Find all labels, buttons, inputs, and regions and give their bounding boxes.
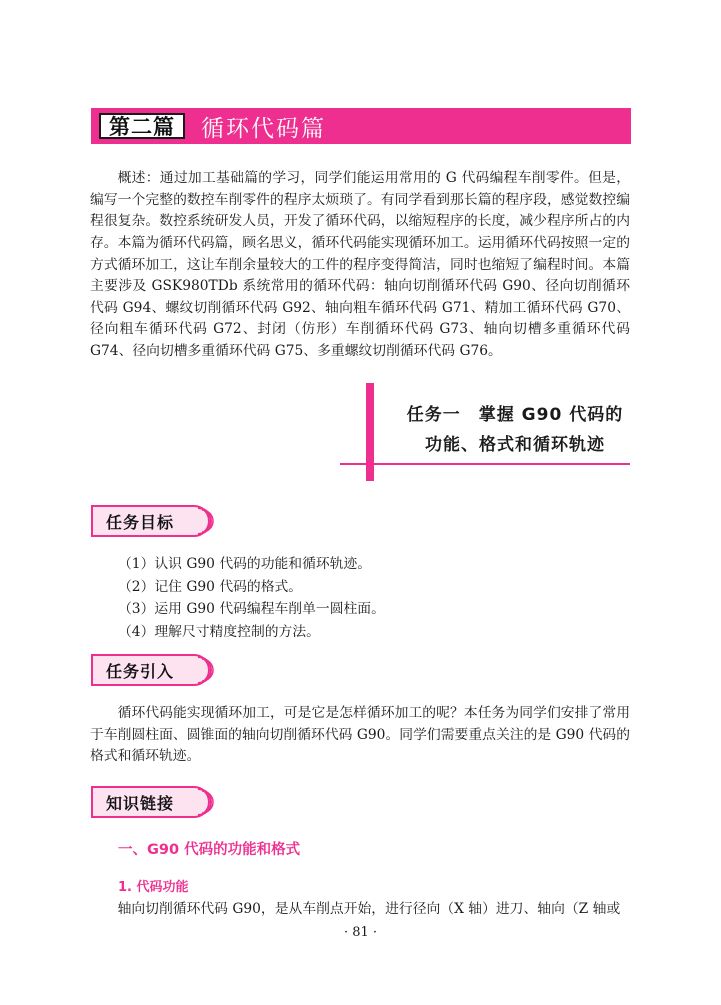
function-paragraph: 轴向切削循环代码 G90，是从车削点开始，进行径向（X 轴）进刀、轴向（Z 轴或 xyxy=(117,901,621,917)
list-item: （3）运用 G90 代码编程车削单一圆柱面。 xyxy=(118,601,385,617)
list-item: （2）记住 G90 代码的格式。 xyxy=(118,578,303,595)
part-header-bar xyxy=(91,108,631,144)
task-title-line-1: 任务一 掌握 G90 代码的 xyxy=(406,405,624,425)
part-label: 第二篇 xyxy=(99,113,185,139)
section-tab-label: 任务目标 xyxy=(106,513,175,532)
section-tab-knowledge xyxy=(90,785,214,819)
list-item: （4）理解尺寸精度控制的方法。 xyxy=(118,623,320,640)
section-tab-label: 知识链接 xyxy=(106,794,175,813)
section-tab-goal xyxy=(90,504,214,538)
task-title-vertical-rule xyxy=(366,383,374,481)
task-intro-paragraph: 循环代码能实现循环加工，可是它是怎样循环加工的呢？本任务为同学们安排了常用于车削圆柱面、圆锥面的轴向切削循环代码 G90。同学们需要重点关注的是 G90 代码的格式和循环轨迹。 xyxy=(90,705,630,764)
sub-heading: 1. 代码功能 xyxy=(118,880,189,895)
overview-paragraph: 概述：通过加工基础篇的学习，同学们能运用常用的 G 代码编程车削零件。但是，编写一个完整的数控车削零件的程序太烦琐了。有同学看到那长篇的程序段，感觉数控编程很复杂。数控系统研发人员，开发了循环代码，以缩短程序的长度，减少程序所占的内存。 xyxy=(90,170,630,251)
section-heading: 一、G90 代码的功能和格式 xyxy=(118,842,301,858)
section-tab-label: 任务引入 xyxy=(106,662,175,681)
section-tab-lead-in xyxy=(90,653,214,687)
intro-paragraph: 本篇为循环代码篇，顾名思义，循环代码能实现循环加工。运用循环代码按照一定的方式循环加工，这让车削余量较大的工件的程序变得简洁，同时也缩短了编程时间。本篇主要涉及 GSK980TDb 系统常用的循环代码：轴向切削循环代码 G90、径向切削循环代码 G94、螺纹切削循环代码 G92、轴向粗车循环代码 G71、精加工循环代码 G70、径向粗车循环代码 G72、封闭（仿形）车削循环代码 G73、轴向切槽多重循环代码 G74、径向切槽多重循环代码 G75、多重螺纹切削循环代码 G76。 xyxy=(90,235,630,359)
part-title: 循环代码篇 xyxy=(201,115,326,142)
task-title-horizontal-rule xyxy=(340,463,630,465)
page-number: · 81 · xyxy=(343,925,378,940)
goal-list xyxy=(118,553,618,643)
task-title-line-2: 功能、格式和循环轨迹 xyxy=(425,435,605,455)
list-item: （1）认识 G90 代码的功能和循环轨迹。 xyxy=(118,556,372,572)
task-title xyxy=(384,400,646,460)
